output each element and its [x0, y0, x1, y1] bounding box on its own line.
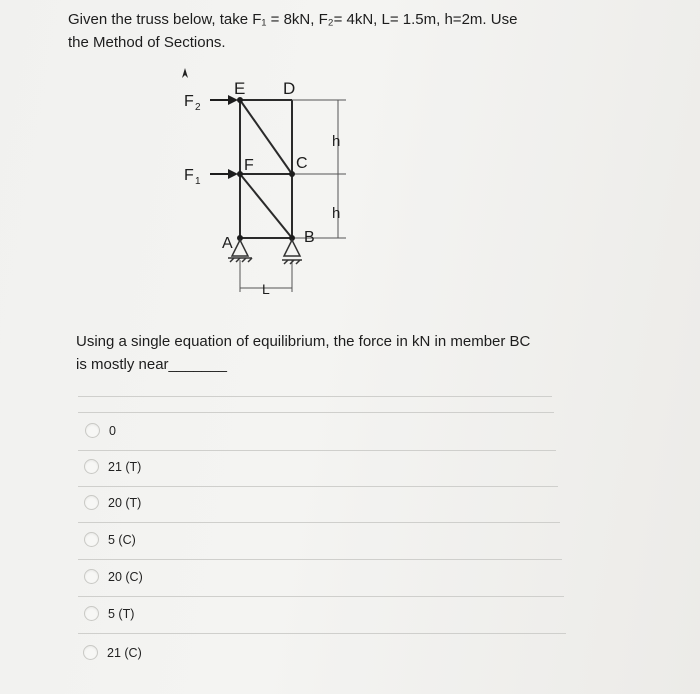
option-5[interactable]	[84, 606, 134, 621]
divider	[78, 559, 562, 560]
joint-C	[289, 171, 295, 177]
radio-button[interactable]	[84, 459, 99, 474]
label-h-top: h	[332, 133, 341, 150]
divider	[78, 450, 556, 451]
label-F2: F	[184, 93, 194, 110]
prompt-line-2: is mostly near_______	[76, 356, 227, 373]
divider	[78, 396, 552, 397]
radio-button[interactable]	[84, 606, 99, 621]
radio-button[interactable]	[85, 423, 100, 438]
option-2[interactable]	[84, 495, 141, 510]
label-E: E	[234, 79, 246, 98]
radio-button[interactable]	[83, 645, 98, 660]
label-h-bottom: h	[332, 205, 341, 222]
divider	[78, 486, 558, 487]
supports	[228, 240, 302, 264]
label-F1-sub: 1	[195, 176, 201, 187]
option-label: 0	[109, 423, 116, 438]
option-0[interactable]	[85, 423, 116, 438]
divider	[78, 412, 554, 413]
label-C: C	[296, 155, 308, 172]
pin-support-A	[232, 240, 248, 256]
label-A: A	[222, 235, 233, 252]
option-label: 21 (C)	[107, 645, 142, 660]
option-label: 21 (T)	[108, 459, 142, 474]
option-3[interactable]	[84, 532, 136, 547]
radio-button[interactable]	[84, 569, 99, 584]
force-arrows	[210, 95, 238, 179]
truss-figure	[170, 60, 370, 300]
option-label: 20 (T)	[108, 495, 142, 510]
roller-support-B	[284, 240, 300, 256]
member-FB	[240, 174, 292, 238]
option-4[interactable]	[84, 569, 143, 584]
prompt-text	[76, 330, 556, 376]
prompt-line-1: Using a single equation of equilibrium, the force in kN in member BC	[76, 333, 531, 350]
question-line-2: the Method of Sections.	[68, 34, 226, 51]
label-D: D	[283, 79, 296, 98]
radio-button[interactable]	[84, 495, 99, 510]
label-L: L	[262, 281, 270, 297]
question-text	[68, 8, 538, 54]
option-label: 5 (C)	[108, 532, 136, 547]
radio-button[interactable]	[84, 532, 99, 547]
truss-diagram	[170, 60, 370, 300]
option-6[interactable]	[83, 645, 142, 660]
divider	[78, 633, 566, 634]
label-F: F	[244, 157, 254, 174]
option-1[interactable]	[84, 459, 141, 474]
divider	[78, 596, 564, 597]
label-B: B	[304, 229, 315, 246]
cursor-icon	[182, 68, 188, 78]
label-F1: F	[184, 167, 194, 184]
option-label: 5 (T)	[108, 606, 135, 621]
option-label: 20 (C)	[108, 569, 143, 584]
divider	[78, 522, 560, 523]
label-F2-sub: 2	[195, 102, 201, 113]
question-line-1: Given the truss below, take F₁ = 8kN, F₂= 4kN, L= 1.5m, h=2m. Use	[68, 11, 518, 28]
